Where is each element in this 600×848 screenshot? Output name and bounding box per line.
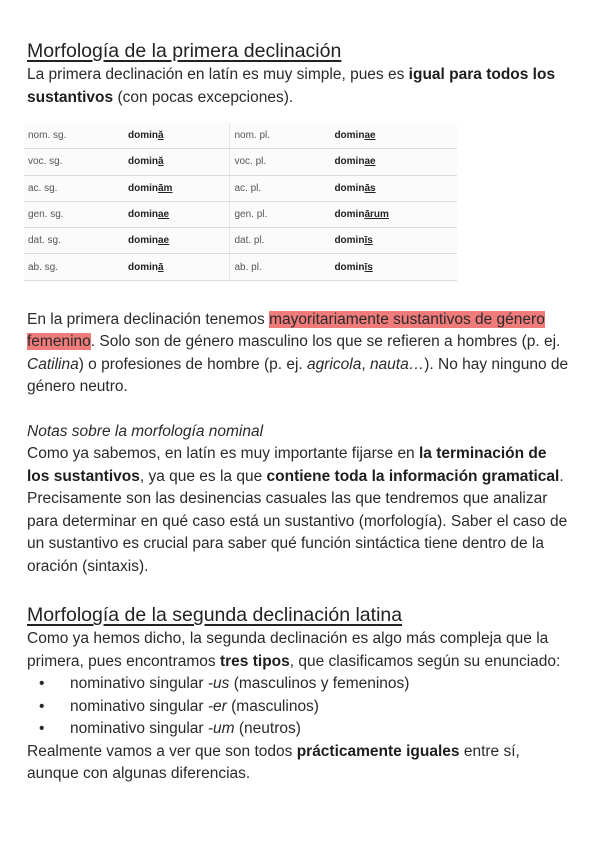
case-label: ab. sg. <box>24 254 124 280</box>
gender-text: ) o profesiones de hombre (p. ej. <box>78 355 308 373</box>
case-label: nom. sg. <box>24 123 124 149</box>
case-label: voc. pl. <box>230 149 331 175</box>
bullet-icon: • <box>39 720 45 738</box>
case-label: dat. pl. <box>230 228 331 254</box>
table-row <box>24 123 457 149</box>
ending: ām <box>158 182 173 194</box>
example-word: Catilina <box>27 355 79 373</box>
stem: domin <box>334 130 365 142</box>
notes-bold: la terminación de los sustantivos <box>27 445 547 485</box>
case-label: ac. sg. <box>24 175 124 201</box>
case-form <box>330 201 457 227</box>
notes-text: , ya que es la que <box>139 467 267 485</box>
gender-text: , <box>361 355 370 373</box>
notes-text: . <box>559 467 564 485</box>
case-form <box>330 149 457 175</box>
bullet-text: (masculinos) <box>226 697 319 715</box>
section1-title: Morfología de la primera declinación <box>27 40 342 62</box>
case-label: gen. sg. <box>24 201 124 227</box>
case-form <box>124 123 230 149</box>
case-label: voc. sg. <box>24 149 124 175</box>
closing-bold: prácticamente iguales <box>296 742 460 760</box>
ending: ae <box>158 209 170 221</box>
stem: domin <box>128 261 158 273</box>
case-form <box>330 254 457 280</box>
case-form <box>330 228 457 254</box>
table-row <box>24 149 457 175</box>
stem: domin <box>128 235 158 247</box>
intro-text: La primera declinación en latín es muy simple, pues es <box>27 66 409 83</box>
notes-heading-text: Notas sobre la morfología nominal <box>27 422 264 440</box>
bullet-list <box>27 673 572 741</box>
case-form <box>124 149 230 175</box>
stem: domin <box>334 235 365 247</box>
ending: īs <box>364 261 373 273</box>
ending: ae <box>364 130 376 142</box>
intro-text-end: (con pocas excepciones). <box>113 88 294 106</box>
notes-paragraph-1 <box>27 443 572 488</box>
case-form <box>124 175 230 201</box>
bullet-text: (masculinos y femeninos) <box>229 675 410 693</box>
case-form <box>124 254 230 280</box>
section2-bold: tres tipos <box>219 652 290 670</box>
gender-paragraph <box>27 309 572 399</box>
table-row <box>24 175 457 201</box>
ending: ārum <box>364 209 389 221</box>
ending: īs <box>364 235 373 247</box>
case-form <box>124 201 230 227</box>
stem: domin <box>128 209 158 221</box>
example-word: nauta… <box>369 355 425 373</box>
bullet-text: nominativo singular <box>70 720 208 738</box>
list-item <box>27 718 572 741</box>
case-label: ab. pl. <box>230 254 331 280</box>
ending: ae <box>364 156 376 168</box>
closing-text: entre sí, aunque con algunas diferencias. <box>27 742 520 783</box>
section1-intro <box>27 64 572 109</box>
case-form <box>124 228 230 254</box>
section2-text: , que clasificamos según su enunciado: <box>289 652 561 670</box>
case-label: dat. sg. <box>24 228 124 254</box>
notes-text: Como ya sabemos, en latín es muy importante fijarse en <box>27 445 419 463</box>
bullet-ending: -er <box>207 697 227 715</box>
list-item <box>27 696 572 719</box>
bullet-text: (neutros) <box>234 720 301 738</box>
ending: ă <box>158 156 164 168</box>
example-word: agricola <box>307 355 362 373</box>
stem: domin <box>128 156 158 168</box>
stem: domin <box>334 261 365 273</box>
stem: domin <box>128 130 158 142</box>
section2-text: Como ya hemos dicho, la segunda declinación es algo más compleja que la primera, pues encontramos <box>27 630 549 670</box>
closing-text: Realmente vamos a ver que son todos <box>27 742 297 760</box>
notes-bold: contiene toda la información gramatical <box>266 467 560 485</box>
stem: domin <box>334 209 365 221</box>
case-label: ac. pl. <box>230 175 331 201</box>
section2-intro <box>27 628 572 673</box>
gender-text: En la primera declinación tenemos <box>27 310 270 328</box>
section2-title: Morfología de la segunda declinación latina <box>27 604 403 627</box>
notes-paragraph-2: Precisamente son las desinencias casuales las que tendremos que analizar para determinar en qué caso está un sustantivo (morfología). Saber el caso de un sustantivo es crucial para saber qué función sintáctica tiene dentro de la oración (sintaxis). <box>27 490 568 575</box>
bullet-text: nominativo singular <box>70 697 208 715</box>
gender-text: . Solo son de género masculino los que se refieren a hombres (p. ej. <box>90 333 561 351</box>
bullet-icon: • <box>39 675 45 693</box>
stem: domin <box>334 156 365 168</box>
notes-heading <box>27 421 572 444</box>
gender-text: ). No hay ninguno de género neutro. <box>27 355 569 396</box>
ending: ā <box>158 261 164 273</box>
closing-paragraph <box>27 741 572 786</box>
bullet-ending: -um <box>207 720 235 738</box>
ending: ă <box>158 130 164 142</box>
highlighted-text: mayoritariamente sustantivos de género femenino <box>27 310 545 351</box>
case-label: nom. pl. <box>230 123 331 149</box>
bullet-text: nominativo singular <box>70 675 208 693</box>
document-page <box>27 38 572 786</box>
table-row <box>24 254 457 280</box>
declension-table <box>24 123 457 281</box>
case-form <box>330 175 457 201</box>
bullet-icon: • <box>39 697 45 715</box>
ending: ās <box>364 182 376 194</box>
table-row <box>24 201 457 227</box>
case-label: gen. pl. <box>230 201 331 227</box>
bullet-ending: -us <box>207 675 230 693</box>
table-row <box>24 228 457 254</box>
intro-bold: igual para todos los sustantivos <box>27 66 556 106</box>
case-form <box>330 123 457 149</box>
list-item <box>27 673 572 696</box>
stem: domin <box>334 182 365 194</box>
ending: ae <box>158 235 170 247</box>
stem: domin <box>128 182 158 194</box>
